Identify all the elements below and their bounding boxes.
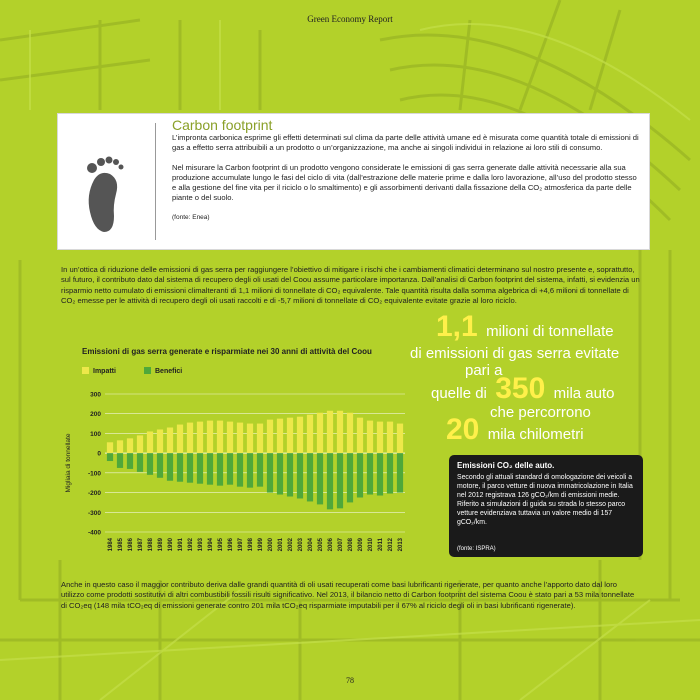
bar-benefici <box>257 453 263 487</box>
y-tick-label: -300 <box>87 509 101 517</box>
report-title: Green Economy Report <box>307 14 393 24</box>
bar-benefici <box>367 453 373 494</box>
x-tick-label: 1984 <box>108 538 114 552</box>
bar-impatti <box>227 422 233 454</box>
highlight-line-7 <box>446 413 584 447</box>
bar-impatti <box>277 419 283 454</box>
x-tick-label: 1999 <box>258 538 264 552</box>
x-tick-label: 2003 <box>298 538 304 552</box>
bar-benefici <box>117 453 123 468</box>
x-tick-label: 2013 <box>398 538 404 552</box>
bar-impatti <box>307 415 313 453</box>
bar-impatti <box>187 423 193 454</box>
emissions-bar-chart <box>60 375 420 575</box>
bar-benefici <box>207 453 213 485</box>
bar-impatti <box>107 442 113 453</box>
bar-benefici <box>267 453 273 492</box>
bar-impatti <box>147 431 153 453</box>
bar-impatti <box>197 422 203 454</box>
page-number: 78 <box>346 676 354 685</box>
bar-impatti <box>287 418 293 453</box>
bar-impatti <box>257 424 263 454</box>
bar-impatti <box>327 411 333 453</box>
bar-benefici <box>137 453 143 472</box>
card-title: Carbon footprint <box>172 117 273 133</box>
bar-impatti <box>127 438 133 453</box>
body-paragraph-2: Anche in questo caso il maggior contributo deriva dalle grandi quantità di oli usati recuperati come basi lubrificanti rigenerate, per quanto anche l’apporto dato dal loro utilizzo come prodotti sostitutivi di altri combustibili fossili risulti significativo. Nel 2013, il bilancio netto di Carbon footprint del sistema Coou è stato pari a 53 mila tonnellate di CO₂eq (148 mila tCO₂eq di emissioni generate contro 201 mila tCO₂eq risparmiate imputabili per il 67% al riciclo degli oli in basi lubrificanti rigenerate). <box>61 580 635 610</box>
highlight-text-2: di emissioni di gas serra evitate <box>410 345 620 362</box>
card-paragraph-2: Nel misurare la Carbon footprint di un prodotto vengono considerate le emissioni di gas serra generate dalle attività necessarie alla sua produzione accumulate lungo le fasi del ciclo di vita (dall’estrazione delle materie prime e dalla loro lavorazione, all’uso del prodotto stesso e alla gestione del fine vita per il riciclo o lo smaltimento) e gli assorbimenti derivanti dalla fissazione della CO₂ atmosferica da parte delle piante o del suolo. <box>172 162 637 203</box>
bar-impatti <box>367 421 373 454</box>
x-tick-label: 1990 <box>168 538 174 552</box>
highlight-text-1: milioni di tonnellate <box>486 323 614 340</box>
x-tick-label: 1988 <box>148 538 154 552</box>
x-tick-label: 1992 <box>188 538 194 552</box>
bar-benefici <box>307 453 313 501</box>
y-tick-label: -400 <box>87 529 101 537</box>
y-tick-label: 0 <box>97 450 101 458</box>
bar-benefici <box>157 453 163 478</box>
bar-benefici <box>287 453 293 496</box>
bar-impatti <box>357 418 363 453</box>
bar-impatti <box>117 440 123 453</box>
highlight-text-6: che percorrono <box>490 404 591 421</box>
bar-benefici <box>397 453 403 492</box>
bar-benefici <box>227 453 233 485</box>
x-tick-label: 1989 <box>158 538 164 552</box>
body-paragraph-1: In un’ottica di riduzione delle emissioni di gas serra per raggiungere l’obiettivo di mitigare i rischi che i cambiamenti climatici determinano sul nostro presente e, soprattutto, sul futuro, il contributo dato dal sistema di recupero degli oli usati del Coou assume particolare importanza. Dall’analisi di Carbon footprint del sistema, infatti, si evidenzia un risparmio netto cumulato di emissioni climalteranti di 1,1 milioni di tonnellate di CO₂ equivalente. Tale quantità risulta dalla somma algebrica di +4,6 milioni di tonnellate di CO₂ emesse per le attività di recupero degli oli usati raccolti e di -5,7 milioni di tonnellate di CO₂ equivalente evitate grazie al loro riciclo. <box>61 265 640 305</box>
bar-benefici <box>357 453 363 497</box>
card-text <box>172 133 642 232</box>
bar-impatti <box>217 421 223 454</box>
card-paragraph-1: L’impronta carbonica esprime gli effetti determinati sul clima da parte delle attività umane ed è misurata come quantità totale di emissioni di gas a effetto serra attribuibili a un prodotto o un’organizzazione, ma anche ai singoli individui in relazione ai loro stili di consumo. <box>172 133 639 153</box>
bar-impatti <box>247 424 253 454</box>
card-source: (fonte: Enea) <box>172 213 210 221</box>
legend-impatti-swatch <box>82 367 89 374</box>
bar-benefici <box>277 453 283 494</box>
highlight-text-7: mila chilometri <box>487 426 584 443</box>
bar-impatti <box>387 422 393 454</box>
y-tick-label: -200 <box>87 490 101 498</box>
footprint-icon <box>80 150 124 234</box>
legend-benefici-swatch <box>144 367 151 374</box>
x-tick-label: 1997 <box>238 538 244 552</box>
highlight-number-2: 350 <box>495 372 546 405</box>
card-divider <box>155 123 156 240</box>
x-tick-label: 2002 <box>288 538 294 552</box>
x-tick-label: 2009 <box>358 538 364 552</box>
x-tick-label: 1994 <box>208 538 214 552</box>
bar-benefici <box>297 453 303 498</box>
y-tick-label: 200 <box>90 411 101 419</box>
bar-benefici <box>107 453 113 461</box>
bar-benefici <box>127 453 133 469</box>
bar-impatti <box>337 411 343 453</box>
bar-benefici <box>347 453 353 502</box>
bar-impatti <box>207 421 213 454</box>
x-tick-label: 1991 <box>178 538 184 552</box>
bar-benefici <box>327 453 333 509</box>
x-tick-label: 2004 <box>308 538 314 552</box>
bar-benefici <box>317 453 323 504</box>
highlight-text-5: mila auto <box>553 385 615 402</box>
bar-benefici <box>167 453 173 481</box>
bar-benefici <box>197 453 203 484</box>
bar-impatti <box>397 424 403 454</box>
x-tick-label: 2011 <box>378 538 384 552</box>
y-tick-label: 300 <box>90 391 101 399</box>
bar-benefici <box>187 453 193 483</box>
highlight-number-3: 20 <box>446 413 480 446</box>
x-tick-label: 2000 <box>268 538 274 552</box>
highlight-line-1 <box>436 310 614 344</box>
bar-impatti <box>237 423 243 454</box>
legend-impatti <box>82 367 116 375</box>
x-tick-label: 1987 <box>138 538 144 552</box>
bar-impatti <box>157 429 163 453</box>
bar-impatti <box>137 435 143 453</box>
x-tick-label: 2001 <box>278 538 284 552</box>
legend-impatti-label: Impatti <box>93 368 116 375</box>
bar-impatti <box>297 417 303 453</box>
bar-benefici <box>337 453 343 508</box>
bar-benefici <box>147 453 153 475</box>
legend-benefici-label: Benefici <box>155 368 183 375</box>
legend-benefici <box>144 367 182 375</box>
x-tick-label: 2005 <box>318 538 324 552</box>
x-tick-label: 2012 <box>388 538 394 552</box>
x-tick-label: 1998 <box>248 538 254 552</box>
highlight-line-4 <box>431 372 615 406</box>
bar-impatti <box>177 425 183 454</box>
x-tick-label: 2007 <box>338 538 344 552</box>
bar-impatti <box>377 422 383 454</box>
y-tick-label: -100 <box>87 470 101 478</box>
bar-impatti <box>167 428 173 454</box>
x-tick-label: 2006 <box>328 538 334 552</box>
bar-impatti <box>347 413 353 453</box>
bar-benefici <box>237 453 243 487</box>
bar-benefici <box>387 453 393 493</box>
bar-impatti <box>267 420 273 454</box>
highlight-text-3: pari a <box>465 362 503 379</box>
bar-benefici <box>377 453 383 495</box>
x-tick-label: 1985 <box>118 538 124 552</box>
bar-benefici <box>247 453 253 488</box>
x-tick-label: 1986 <box>128 538 134 552</box>
y-tick-label: 100 <box>90 430 101 438</box>
x-tick-label: 1993 <box>198 538 204 552</box>
bar-benefici <box>177 453 183 482</box>
y-axis-label: Migliaia di tonnellate <box>65 433 72 493</box>
highlight-number-1: 1,1 <box>436 310 478 343</box>
infobox-body: Secondo gli attuali standard di omologazione dei veicoli a motore, il parco vetture di nuova immatricolazione in Italia nel 2012 registrava 126 gCO₂/km di emissioni medie. Riferito a simulazioni di guida su strada lo stesso parco vetture evidenziava tuttavia un valore medio di 157 gCO₂/km. <box>457 474 633 526</box>
highlight-text-4: quelle di <box>431 385 487 402</box>
x-tick-label: 1995 <box>218 538 224 552</box>
bar-impatti <box>317 413 323 453</box>
x-tick-label: 1996 <box>228 538 234 552</box>
car-emissions-infobox <box>449 455 643 557</box>
chart-title: Emissioni di gas serra generate e risparmiate nei 30 anni di attività del Coou <box>82 347 372 356</box>
infobox-title: Emissioni CO₂ delle auto. <box>457 461 555 470</box>
infobox-source: (fonte: ISPRA) <box>457 546 496 552</box>
bar-benefici <box>217 453 223 486</box>
x-tick-label: 2008 <box>348 538 354 552</box>
x-tick-label: 2010 <box>368 538 374 552</box>
